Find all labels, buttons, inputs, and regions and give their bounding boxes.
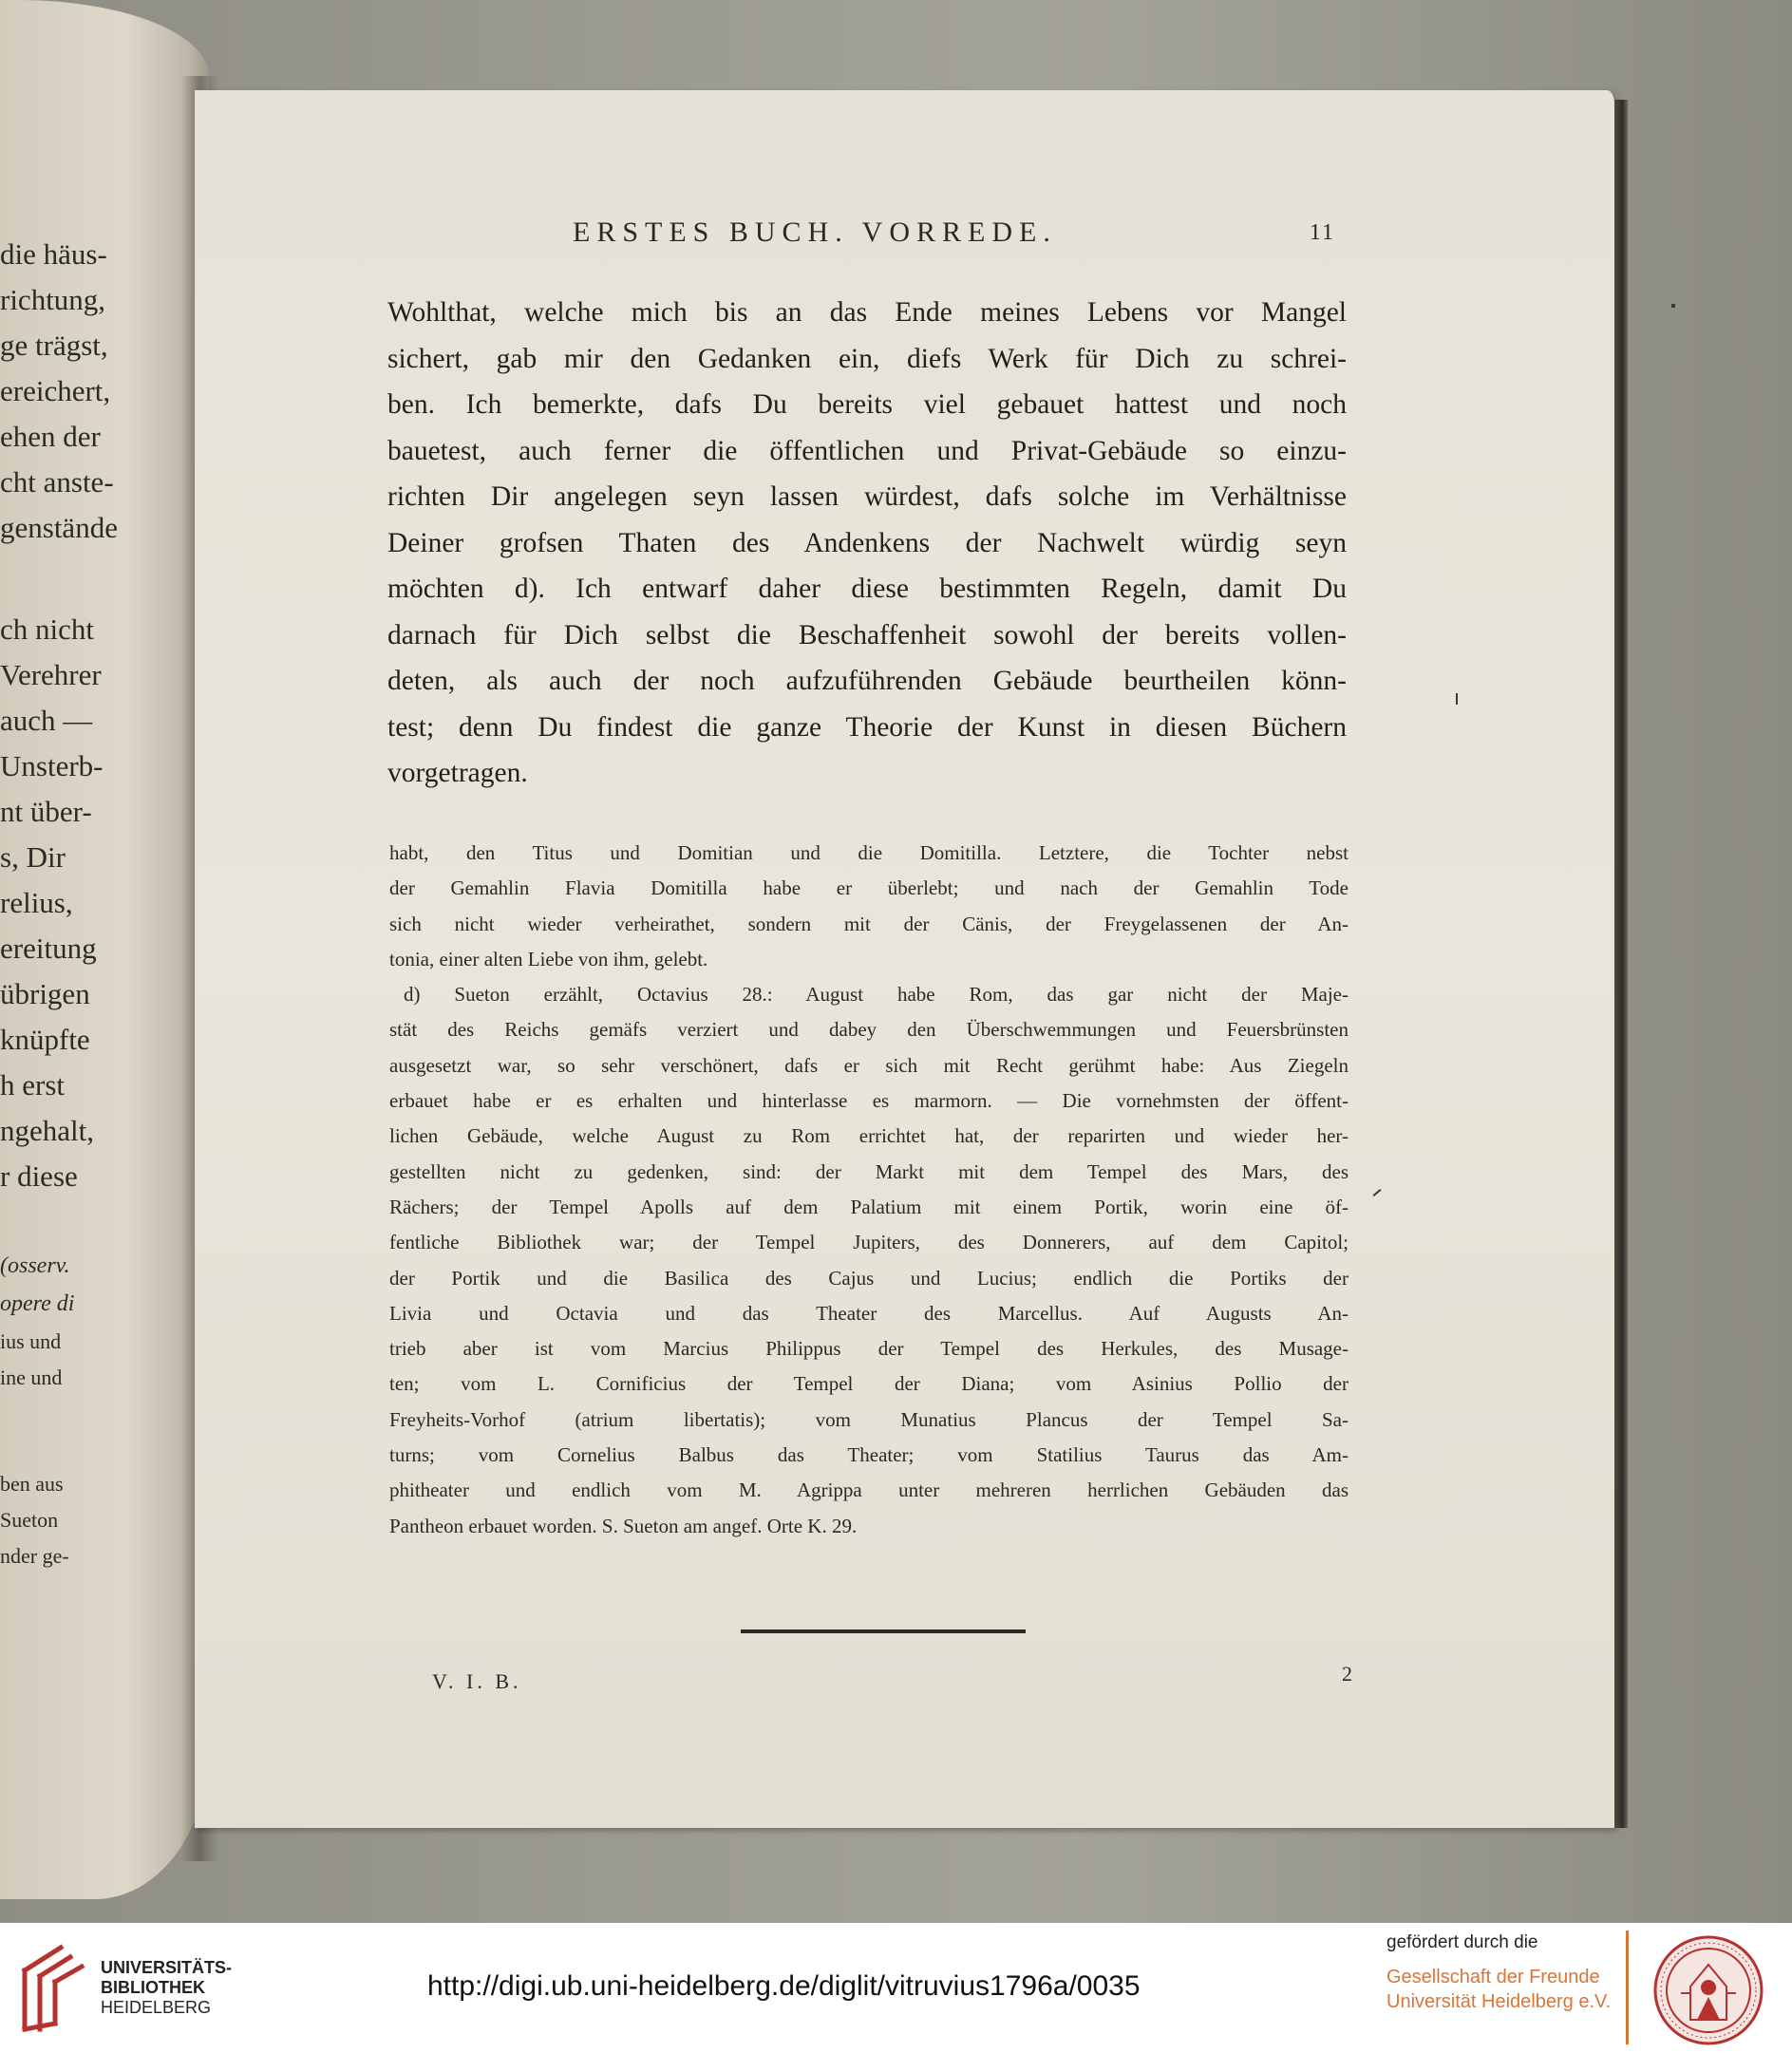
footnote-line: habt, den Titus und Domitian und die Domitilla. Letztere, die Tochter nebst <box>389 841 1349 864</box>
footnote-line: Pantheon erbauet worden. S. Sueton am angef. Orte K. 29. <box>389 1514 858 1537</box>
body-line: möchten d). Ich entwarf daher diese bestimmten Regeln, damit Du <box>387 574 1347 604</box>
footnote-line: fentliche Bibliothek war; der Tempel Jupiters, des Donnerers, auf dem Capitol; <box>389 1231 1349 1254</box>
left-page-line: richtung, <box>0 283 106 316</box>
left-page-line: s, Dir <box>0 840 66 874</box>
footnote-line: Livia und Octavia und das Theater des Marcellus. Auf Augusts An- <box>389 1301 1349 1325</box>
body-line: richten Dir angelegen seyn lassen würdest, dafs solche im Verhältnisse <box>387 481 1347 512</box>
left-page-line: ereitung <box>0 932 97 965</box>
viewer-footer <box>0 1923 1792 2053</box>
left-page-line: übrigen <box>0 977 90 1010</box>
footnote-end-rule <box>741 1629 1026 1633</box>
body-line: Deiner grofsen Thaten des Andenkens der Nachwelt würdig seyn <box>387 527 1347 558</box>
speck <box>1671 304 1675 308</box>
library-name-line1: UNIVERSITÄTS- <box>101 1958 233 1977</box>
signature-mark: V. I. B. <box>432 1669 522 1693</box>
left-page-line: ge trägst, <box>0 329 108 362</box>
left-facing-page <box>0 0 209 1899</box>
page-number: 11 <box>1309 220 1335 245</box>
library-name <box>101 1958 232 2018</box>
body-line: test; denn Du findest die ganze Theorie der Kunst in diesen Büchern <box>387 711 1347 743</box>
gathering-mark: 2 <box>1342 1662 1352 1686</box>
society-name-line2: Universität Heidelberg e.V. <box>1386 1991 1612 2012</box>
footnote-line: Rächers; der Tempel Apolls auf dem Palatium mit einem Portik, worin eine öf- <box>389 1195 1349 1218</box>
main-body-text <box>387 290 1347 797</box>
left-page-line: auch — <box>0 704 93 737</box>
left-page-line: r diese <box>0 1159 78 1193</box>
footnote-line: tonia, einer alten Liebe von ihm, gelebt. <box>389 947 708 970</box>
body-line: ben. Ich bemerkte, dafs Du bereits viel gebauet hattest und noch <box>387 389 1347 420</box>
footnote-line: Freyheits-Vorhof (atrium libertatis); vom Munatius Plancus der Tempel Sa- <box>389 1407 1349 1431</box>
running-head-title: ERSTES BUCH. VORREDE. <box>573 217 1057 248</box>
footnote-line: gestellten nicht zu gedenken, sind: der Markt mit dem Tempel des Mars, des <box>389 1159 1349 1183</box>
left-page-line: Unsterb- <box>0 749 104 782</box>
body-line: darnach für Dich selbst die Beschaffenheit sowohl der bereits vollen- <box>387 619 1347 650</box>
left-page-line: genstände <box>0 511 118 544</box>
society-name[interactable] <box>1386 1965 1611 2014</box>
left-page-line: cht anste- <box>0 465 114 499</box>
left-page-line: nder ge- <box>0 1544 69 1568</box>
left-page-line: nt über- <box>0 795 92 828</box>
body-line: vorgetragen. <box>387 758 528 788</box>
speck <box>1456 693 1458 705</box>
left-page-line: knüpfte <box>0 1023 90 1056</box>
left-page-line: relius, <box>0 886 73 919</box>
footnote-line: stät des Reichs gemäfs verziert und dabey den Überschwemmungen und Feuersbrünsten <box>389 1018 1349 1042</box>
left-page-line: Verehrer <box>0 658 102 691</box>
left-page-line: h erst <box>0 1068 66 1102</box>
left-page-line: ch nicht <box>0 612 94 646</box>
footnote-line: ausgesetzt war, so sehr verschönert, dafs er sich mit Recht gerühmt habe: Aus Ziegeln <box>389 1053 1349 1077</box>
body-line: sichert, gab mir den Gedanken ein, diefs Werk für Dich zu schrei- <box>387 343 1347 374</box>
permalink[interactable]: http://digi.ub.uni-heidelberg.de/diglit/vitruvius1796a/0035 <box>427 1970 1141 2002</box>
footer-divider <box>1626 1931 1629 2044</box>
left-page-line: ius und <box>0 1329 62 1353</box>
left-page-line: ereichert, <box>0 374 111 407</box>
running-head <box>375 217 1349 254</box>
society-name-line1: Gesellschaft der Freunde <box>1386 1967 1600 1987</box>
footnote-line: trieb aber ist vom Marcius Philippus der Tempel des Herkules, des Musage- <box>389 1337 1349 1361</box>
footnotes <box>389 836 1349 1544</box>
footnote-line: erbauet habe er es erhalten und hinterlasse es marmorn. — Die vornehmsten der öffent- <box>389 1089 1349 1113</box>
body-line: deten, als auch der noch aufzuführenden Gebäude beurtheilen könn- <box>387 666 1347 696</box>
footnote-line: turns; vom Cornelius Balbus das Theater; vom Statilius Taurus das Am- <box>389 1443 1349 1467</box>
footnote-line: ten; vom L. Cornificius der Tempel der Diana; vom Asinius Pollio der <box>389 1372 1349 1396</box>
library-name-line3: HEIDELBERG <box>101 1998 212 2017</box>
footnote-line: lichen Gebäude, welche August zu Rom errichtet hat, der reparirten und wieder her- <box>389 1124 1349 1148</box>
footnote-line: phitheater und endlich vom M. Agrippa unter mehreren herrlichen Gebäuden das <box>389 1479 1349 1502</box>
funded-by-label: gefördert durch die <box>1386 1932 1538 1952</box>
left-page-line: ngehalt, <box>0 1114 94 1147</box>
footnote-line: der Gemahlin Flavia Domitilla habe er überlebt; und nach der Gemahlin Tode <box>389 876 1349 900</box>
footnote-line: der Portik und die Basilica des Cajus und Lucius; endlich die Portiks der <box>389 1266 1349 1290</box>
left-page-line: opere di <box>0 1291 75 1316</box>
university-seal-icon <box>1652 1934 1764 2046</box>
left-page-line: Sueton <box>0 1508 59 1532</box>
footnote-line: d) Sueton erzählt, Octavius 28.: August habe Rom, das gar nicht der Maje- <box>404 983 1349 1007</box>
library-logo-icon <box>19 1942 91 2035</box>
body-line: Wohlthat, welche mich bis an das Ende meines Lebens vor Mangel <box>387 297 1347 328</box>
left-page-line: ine und <box>0 1366 63 1389</box>
body-line: bauetest, auch ferner die öffentlichen und Privat-Gebäude so einzu- <box>387 435 1347 466</box>
left-page-line: ehen der <box>0 420 101 453</box>
footnote-line: sich nicht wieder verheirathet, sondern mit der Cänis, der Freygelassenen der An- <box>389 912 1349 935</box>
left-page-line: (osserv. <box>0 1253 70 1278</box>
left-page-line: ben aus <box>0 1472 64 1496</box>
library-name-line2: BIBLIOTHEK <box>101 1978 205 1997</box>
left-page-line: die häus- <box>0 237 107 271</box>
page-edge <box>1614 100 1628 1828</box>
